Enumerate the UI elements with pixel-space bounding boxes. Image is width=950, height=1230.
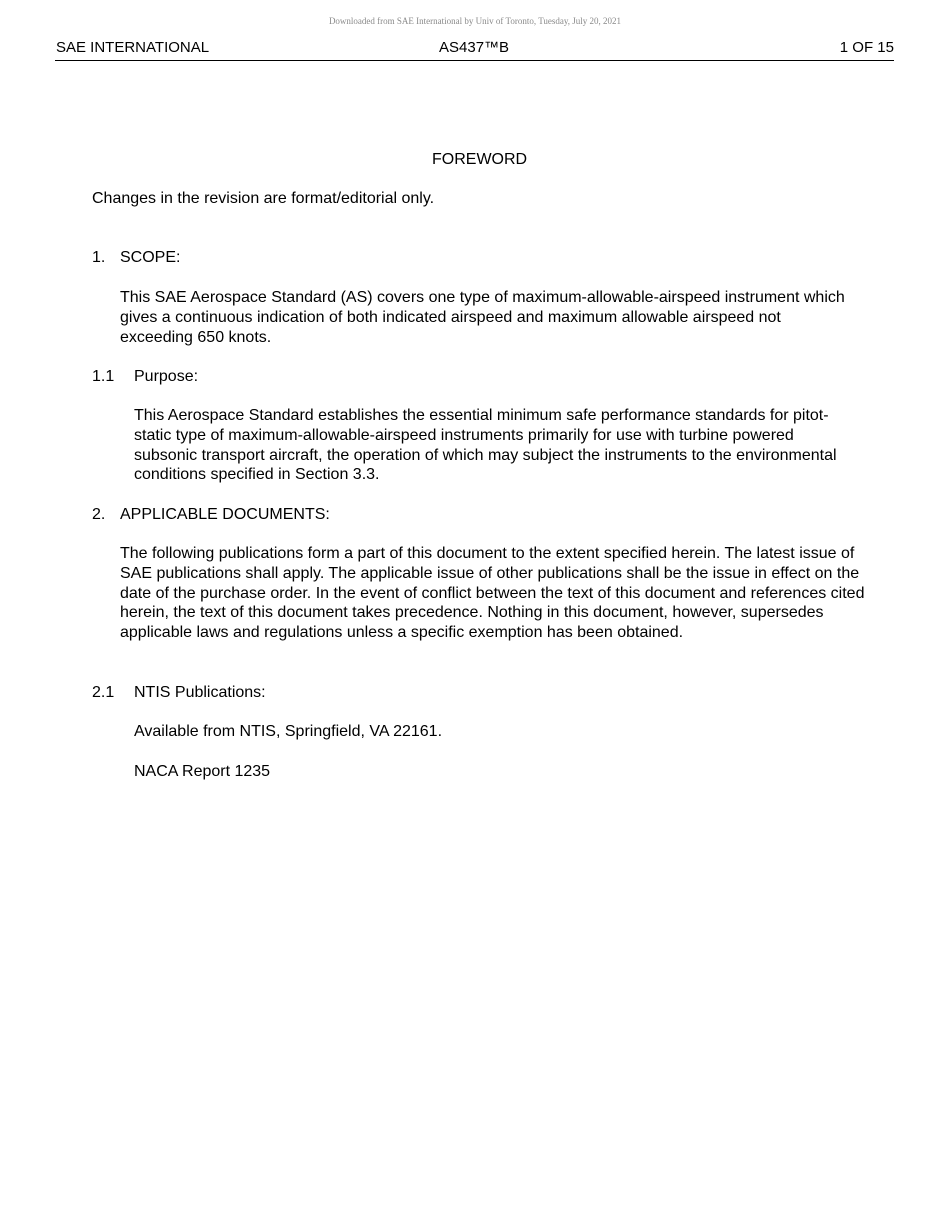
section-1-body: This SAE Aerospace Standard (AS) covers one type of maximum-allowable-airspeed instrument which gives a continuous indication of both indicated airspeed and maximum allowable airspeed not exceeding 650 knots. (120, 289, 845, 346)
section-2-body: The following publications form a part of this document to the extent specified herein. The latest issue of SAE publications shall apply. The applicable issue of other publications shall be the issue in effect on the date of the purchase order. In the event of conflict between the text of this document and references cited herein, the text of this document takes precedence. Nothing in this document, however, supersedes applicable laws and regulations unless a specific exemption has been obtained. (120, 545, 865, 642)
download-watermark: Downloaded from SAE International by Univ of Toronto, Tuesday, July 20, 2021 (328, 16, 622, 26)
section-1-1-number: 1.1 (92, 368, 115, 385)
foreword-text: Changes in the revision are format/editorial only. (92, 190, 435, 207)
section-2-number: 2. (92, 506, 106, 523)
section-2-1-number: 2.1 (92, 684, 115, 701)
section-2-heading: APPLICABLE DOCUMENTS: (120, 506, 330, 523)
section-1-heading: SCOPE: (120, 249, 181, 266)
page-header (55, 38, 894, 61)
section-1-1-body: This Aerospace Standard establishes the essential minimum safe performance standards for pitot-static type of maximum-allowable-airspeed instruments primarily for use with turbine powered subsonic transport aircraft, the operation of which may subject the instruments to the environmental conditions specified in Section 3.3. (134, 407, 837, 484)
header-organization: SAE INTERNATIONAL (56, 39, 210, 56)
foreword-title: FOREWORD (432, 151, 528, 168)
section-1-number: 1. (92, 249, 106, 266)
header-page-number: 1 OF 15 (839, 39, 894, 56)
ntis-reference: NACA Report 1235 (134, 763, 271, 780)
section-2-1-heading: NTIS Publications: (134, 684, 266, 701)
header-document-id: AS437™B (439, 39, 510, 56)
section-1-1-heading: Purpose: (134, 368, 199, 385)
ntis-availability: Available from NTIS, Springfield, VA 22161. (134, 723, 443, 740)
